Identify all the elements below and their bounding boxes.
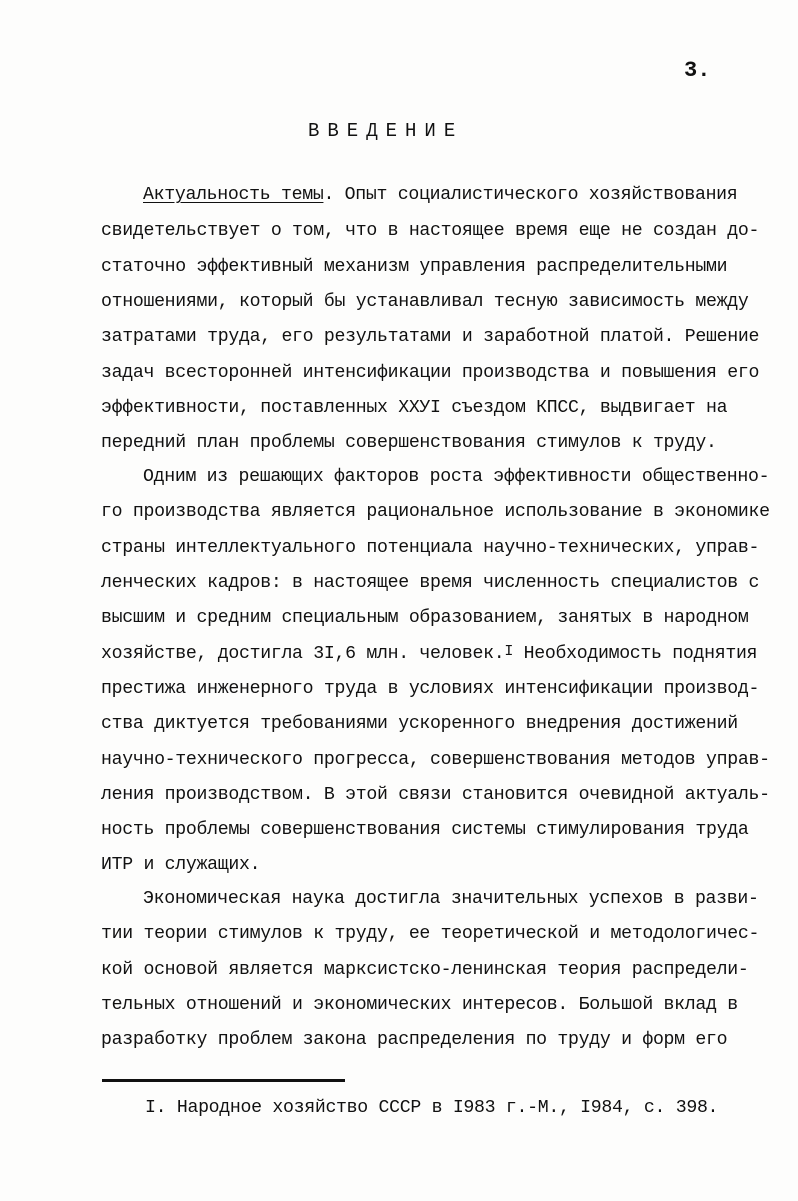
paragraph-3-line-1: Экономическая наука достигла значительных успехов в разви- bbox=[143, 889, 759, 909]
paragraph-1-line-3: статочно эффективный механизм управления распределительными bbox=[101, 257, 728, 277]
paragraph-1-line-5: затратами труда, его результатами и заработной платой. Решение bbox=[101, 327, 760, 347]
paragraph-2-line-6-text-a: хозяйстве, достигла 3I,6 млн. человек. bbox=[101, 644, 505, 664]
paragraph-2-line-7: престижа инженерного труда в условиях интенсификации производ- bbox=[101, 679, 760, 699]
paragraph-2-line-8: ства диктуется требованиями ускоренного внедрения достижений bbox=[101, 714, 738, 734]
paragraph-2-line-1: Одним из решающих факторов роста эффективности общественно- bbox=[143, 467, 770, 487]
paragraph-2-line-2: го производства является рациональное использование в экономике bbox=[101, 502, 770, 522]
paragraph-1-line-6: задач всесторонней интенсификации производства и повышения его bbox=[101, 363, 760, 383]
footnote-text: I. Народное хозяйство СССР в I983 г.-М., I984, с. 398. bbox=[145, 1098, 719, 1118]
paragraph-2-line-4: ленческих кадров: в настоящее время численность специалистов с bbox=[101, 573, 760, 593]
paragraph-2-line-12: ИТР и служащих. bbox=[101, 855, 261, 875]
section-lead-label: Актуальность темы bbox=[143, 185, 324, 205]
paragraph-2-line-11: ность проблемы совершенствования системы стимулирования труда bbox=[101, 820, 749, 840]
paragraph-1-line-7: эффективности, поставленных XXУI съездом КПСС, выдвигает на bbox=[101, 398, 728, 418]
paragraph-1-line-1 bbox=[143, 183, 737, 207]
paragraph-2-line-5: высшим и средним специальным образованием, занятых в народном bbox=[101, 608, 749, 628]
paragraph-2-line-9: научно-технического прогресса, совершенствования методов управ- bbox=[101, 750, 770, 770]
footnote-reference: I bbox=[504, 643, 514, 660]
paragraph-3-line-2: тии теории стимулов к труду, ее теоретической и методологичес- bbox=[101, 924, 760, 944]
paragraph-2-line-6-text-b: Необходимость поднятия bbox=[513, 644, 758, 664]
paragraph-3-line-4: тельных отношений и экономических интересов. Большой вклад в bbox=[101, 995, 738, 1015]
page-title: ВВЕДЕНИЕ bbox=[308, 120, 464, 142]
footnote-divider bbox=[102, 1079, 345, 1082]
paragraph-3-line-5: разработку проблем закона распределения по труду и форм его bbox=[101, 1030, 728, 1050]
paragraph-1-line-8: передний план проблемы совершенствования стимулов к труду. bbox=[101, 433, 717, 453]
paragraph-2-line-10: ления производством. В этой связи становится очевидной актуаль- bbox=[101, 785, 770, 805]
paragraph-2-line-6 bbox=[101, 642, 757, 666]
paragraph-1-line-2: свидетельствует о том, что в настоящее время еще не создан до- bbox=[101, 221, 760, 241]
paragraph-2-line-3: страны интеллектуального потенциала научно-технических, управ- bbox=[101, 538, 760, 558]
paragraph-1-line-1-text: . Опыт социалистического хозяйствования bbox=[323, 185, 738, 205]
paragraph-3-line-3: кой основой является марксистско-ленинская теория распредели- bbox=[101, 960, 749, 980]
paragraph-1-line-4: отношениями, который бы устанавливал тесную зависимость между bbox=[101, 292, 749, 312]
page-number: 3. bbox=[684, 58, 711, 83]
